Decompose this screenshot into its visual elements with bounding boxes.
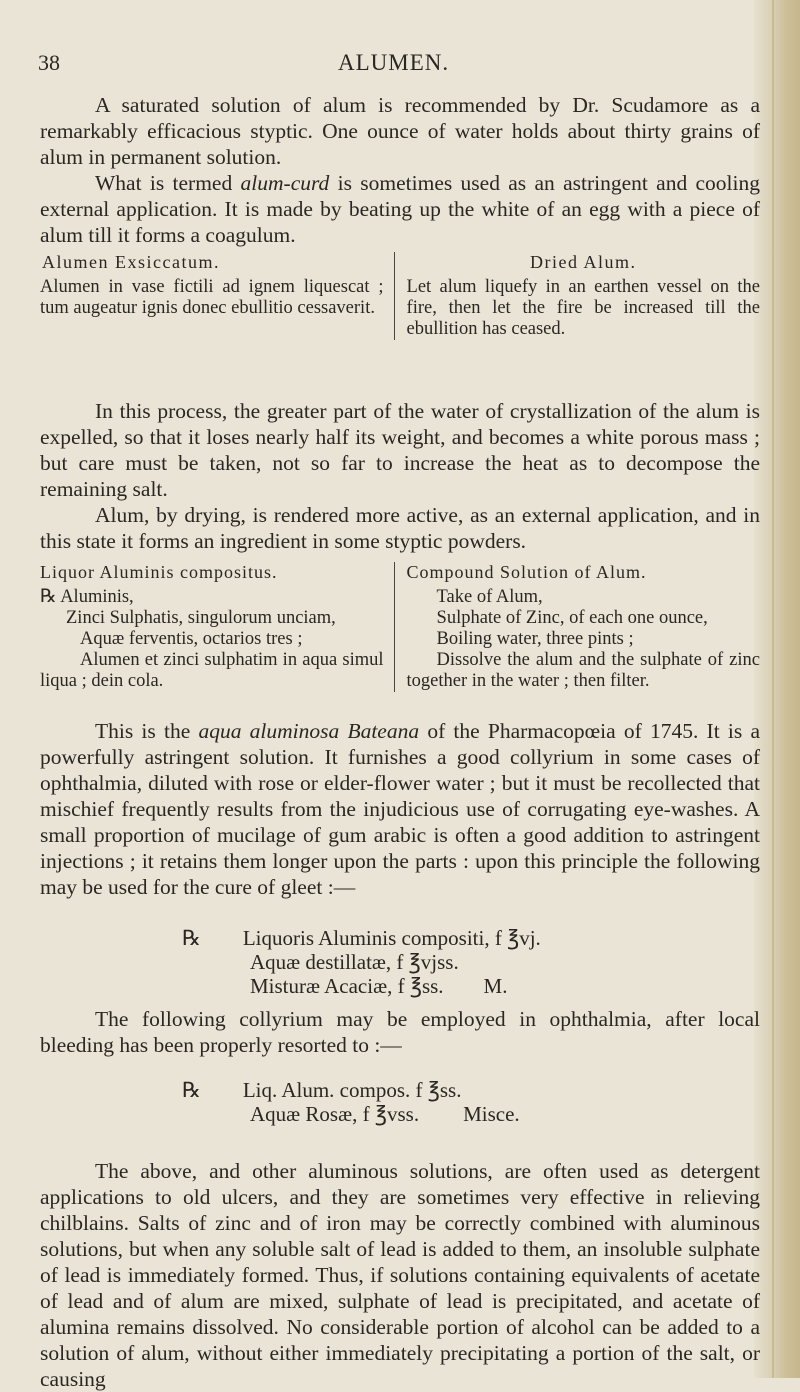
- paragraph-text: The following collyrium may be employed in ophthalmia, after local bleeding has been properly resorted to :—: [40, 1007, 760, 1057]
- text-run: What is termed: [95, 171, 241, 195]
- recipe-line: [182, 926, 541, 950]
- ingredient: Aquæ Rosæ, f ℥vss.: [250, 1102, 420, 1126]
- paragraph-text: Alum, by drying, is rendered more active, as an external application, and in this state it forms an ingredient in some styptic powders.: [40, 503, 760, 553]
- two-column-compound-solution: [40, 562, 760, 692]
- prescription-gleet: [182, 926, 541, 998]
- recipe-line: Sulphate of Zinc, of each one ounce,: [436, 608, 708, 628]
- paragraph-text: The above, and other aluminous solutions, are often used as detergent applications to old ulcers, and they are sometimes very effective in relieving chilblains. Salts of zinc and of iron may be correctly combined with aluminous solutions, but when any soluble salt of lead is added to them, an insoluble sulphate of lead is immediately formed. Thus, if solutions containing equivalents of acetate of lead and of alum are mixed, sulphate of lead is precipitated, and acetate of alumina remains dissolved. No considerable portion of alcohol can be added to a solution of alum, without either immediately precipitating a portion of the salt, or causing: [40, 1159, 760, 1391]
- recipe-instruction: Dissolve the alum and the sulphate of zinc together in the water ; then filter.: [406, 650, 760, 691]
- rx-symbol: ℞: [182, 926, 201, 950]
- paragraph-alum-curd: [40, 170, 760, 248]
- paragraph-aqua-aluminosa: [40, 718, 760, 900]
- paragraph-process: [40, 398, 760, 554]
- two-column-dried-alum: [40, 252, 760, 340]
- italic-term: aqua aluminosa Bateana: [198, 719, 420, 743]
- text-run: is sometimes used as an astringent and cooling external application. It is made by beating up the white of an egg with a piece of alum till it forms a coagulum.: [40, 171, 761, 247]
- column-latin: [40, 252, 394, 340]
- column-title: Alumen Exsiccatum.: [42, 252, 220, 272]
- mix-sign: Misce.: [463, 1102, 520, 1126]
- italic-term: alum-curd: [240, 171, 330, 195]
- paragraph-text: A saturated solution of alum is recommended by Dr. Scudamore as a remarkably efficacious styptic. One ounce of water holds about thirty grains of alum in permanent solution.: [40, 93, 760, 169]
- paragraph-styptic: [40, 92, 760, 248]
- recipe-line: Aquæ ferventis, octarios tres ;: [80, 629, 303, 649]
- ingredient: Aquæ destillatæ, f ℥vjss.: [250, 950, 459, 974]
- running-head: ALUMEN.: [338, 50, 450, 75]
- paragraph-text: In this process, the greater part of the water of crystallization of the alum is expelled, so that it loses nearly half its weight, and becomes a white porous mass ; but care must be taken, not so far to increase the heat as to decompose the remaining salt.: [40, 399, 760, 501]
- column-title: Compound Solution of Alum.: [406, 562, 647, 582]
- text-run: of the Pharmacopœia of 1745. It is a powerfully astringent solution. It furnishes a good collyrium in some cases of ophthalmia, diluted with rose or elder-flower water ; but it must be recollected that mischief frequently results from the injudicious use of corrugating eye-washes. A small proportion of mucilage of gum arabic is often a good addition to astringent injections ; it retains them longer upon the parts : upon this principle the following may be used for the cure of gleet :—: [40, 719, 760, 899]
- column-latin: [40, 562, 394, 692]
- recipe-line: Take of Alum,: [436, 587, 543, 607]
- recipe-line: Zinci Sulphatis, singulorum unciam,: [66, 608, 336, 628]
- running-header: [0, 50, 800, 80]
- recipe-instruction: Alumen et zinci sulphatim in aqua simul liqua ; dein cola.: [40, 650, 384, 691]
- column-english: [394, 252, 760, 340]
- rx-symbol: ℞: [182, 1078, 201, 1102]
- column-title: Liquor Aluminis compositus.: [40, 562, 278, 582]
- recipe-line: Boiling water, three pints ;: [436, 629, 634, 649]
- ingredient: Liquoris Aluminis compositi, f ℥vj.: [242, 926, 541, 950]
- text-run: This is the: [95, 719, 199, 743]
- column-text: Alumen in vase fictili ad ignem liquescat ; tum augeatur ignis donec ebullitio cessaverit.: [40, 277, 384, 318]
- ingredient: Misturæ Acaciæ, f ℥ss.: [250, 974, 444, 998]
- paragraph-collyrium: [40, 1006, 760, 1058]
- recipe-line: [182, 1078, 520, 1102]
- prescription-collyrium: [182, 1078, 520, 1126]
- page-number: 38: [38, 50, 60, 75]
- mix-sign: M.: [483, 974, 508, 998]
- recipe-line: [182, 974, 541, 998]
- column-english: [394, 562, 760, 692]
- recipe-line: ℞ Aluminis,: [40, 587, 134, 607]
- column-title: Dried Alum.: [530, 252, 637, 272]
- column-text: Let alum liquefy in an earthen vessel on the fire, then let the fire be increased till the ebullition has ceased.: [406, 277, 760, 339]
- ingredient: Liq. Alum. compos. f ℥ss.: [242, 1078, 462, 1102]
- page-edge: [754, 0, 800, 1378]
- recipe-line: [182, 1102, 520, 1126]
- paragraph-text: [40, 718, 760, 900]
- paragraph-detergent: [40, 1158, 760, 1392]
